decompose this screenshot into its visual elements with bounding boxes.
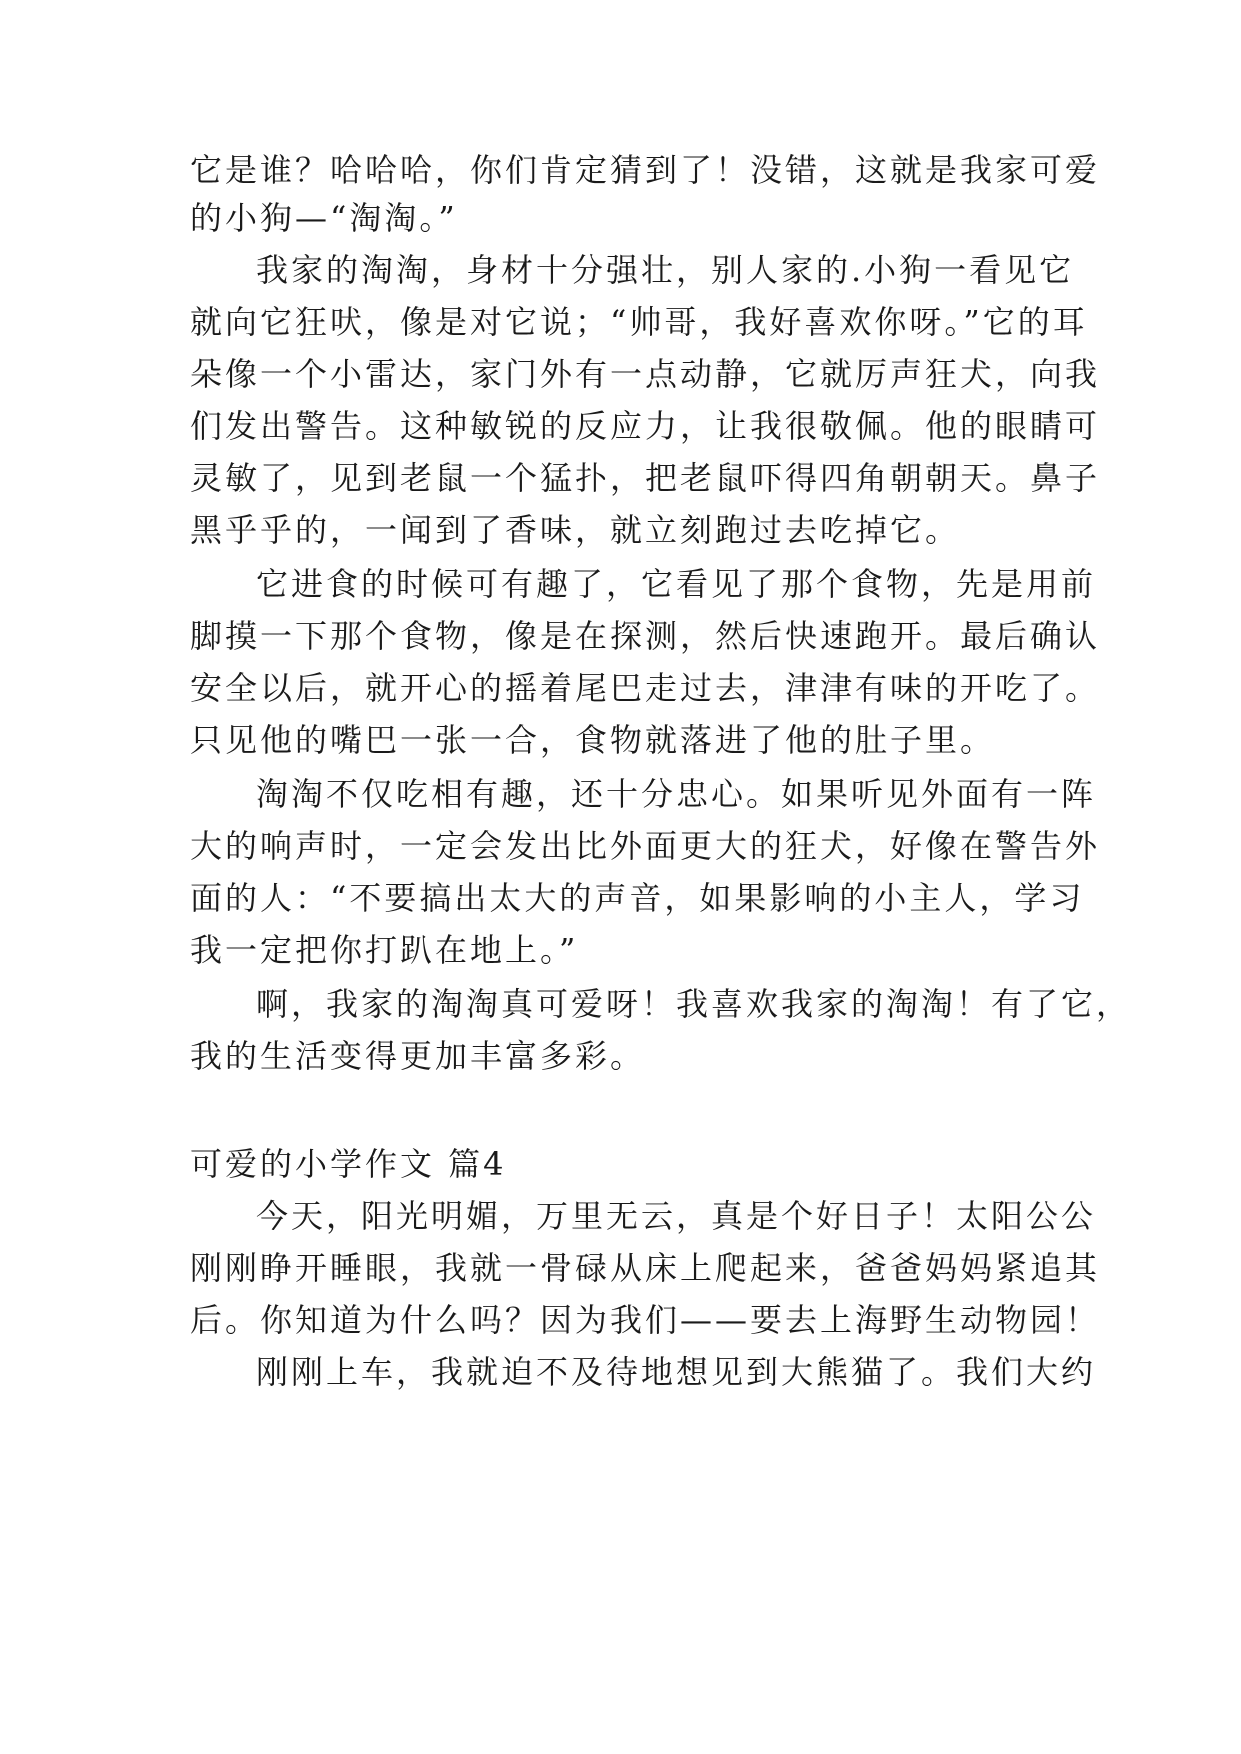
text-line: 们发出警告。这种敏锐的反应力，让我很敬佩。他的眼睛可 bbox=[190, 407, 1101, 445]
text-line: 的小狗—“淘淘。” bbox=[190, 199, 458, 237]
text-line: 朵像一个小雷达，家门外有一点动静，它就厉声狂犬，向我 bbox=[190, 355, 1101, 393]
text-line: 我家的淘淘，身材十分强壮，别人家的.小狗一看见它 bbox=[256, 251, 1075, 289]
text-line: 后。你知道为什么吗？因为我们——要去上海野生动物园！ bbox=[190, 1301, 1101, 1339]
text-line: 我的生活变得更加丰富多彩。 bbox=[190, 1037, 646, 1075]
text-line: 我一定把你打趴在地上。” bbox=[190, 931, 579, 969]
text-line: 就向它狂吠，像是对它说；“帅哥，我好喜欢你呀。”它的耳 bbox=[190, 303, 1088, 341]
text-line: 淘淘不仅吃相有趣，还十分忠心。如果听见外面有一阵 bbox=[256, 775, 1097, 813]
text-line: 刚刚上车，我就迫不及待地想见到大熊猫了。我们大约 bbox=[256, 1353, 1097, 1391]
text-line: 脚摸一下那个食物，像是在探测，然后快速跑开。最后确认 bbox=[190, 617, 1101, 655]
text-line: 安全以后，就开心的摇着尾巴走过去，津津有味的开吃了。 bbox=[190, 669, 1101, 707]
text-line: 刚刚睁开睡眼，我就一骨碌从床上爬起来，爸爸妈妈紧追其 bbox=[190, 1249, 1101, 1287]
text-line: 黑乎乎的，一闻到了香味，就立刻跑过去吃掉它。 bbox=[190, 511, 961, 549]
text-line: 它是谁？哈哈哈，你们肯定猜到了！没错，这就是我家可爱 bbox=[190, 151, 1101, 189]
text-line: 它进食的时候可有趣了，它看见了那个食物，先是用前 bbox=[256, 565, 1097, 603]
text-line: 大的响声时，一定会发出比外面更大的狂犬，好像在警告外 bbox=[190, 827, 1101, 865]
section-heading: 可爱的小学作文 篇4 bbox=[190, 1145, 507, 1183]
text-line: 面的人：“不要搞出太大的声音，如果影响的小主人，学习 bbox=[190, 879, 1085, 917]
text-line: 今天，阳光明媚，万里无云，真是个好日子！太阳公公 bbox=[256, 1197, 1097, 1235]
text-line: 啊，我家的淘淘真可爱呀！我喜欢我家的淘淘！有了它， bbox=[256, 985, 1132, 1023]
text-line: 只见他的嘴巴一张一合，食物就落进了他的肚子里。 bbox=[190, 721, 996, 759]
text-line: 灵敏了，见到老鼠一个猛扑，把老鼠吓得四角朝朝天。鼻子 bbox=[190, 459, 1101, 497]
